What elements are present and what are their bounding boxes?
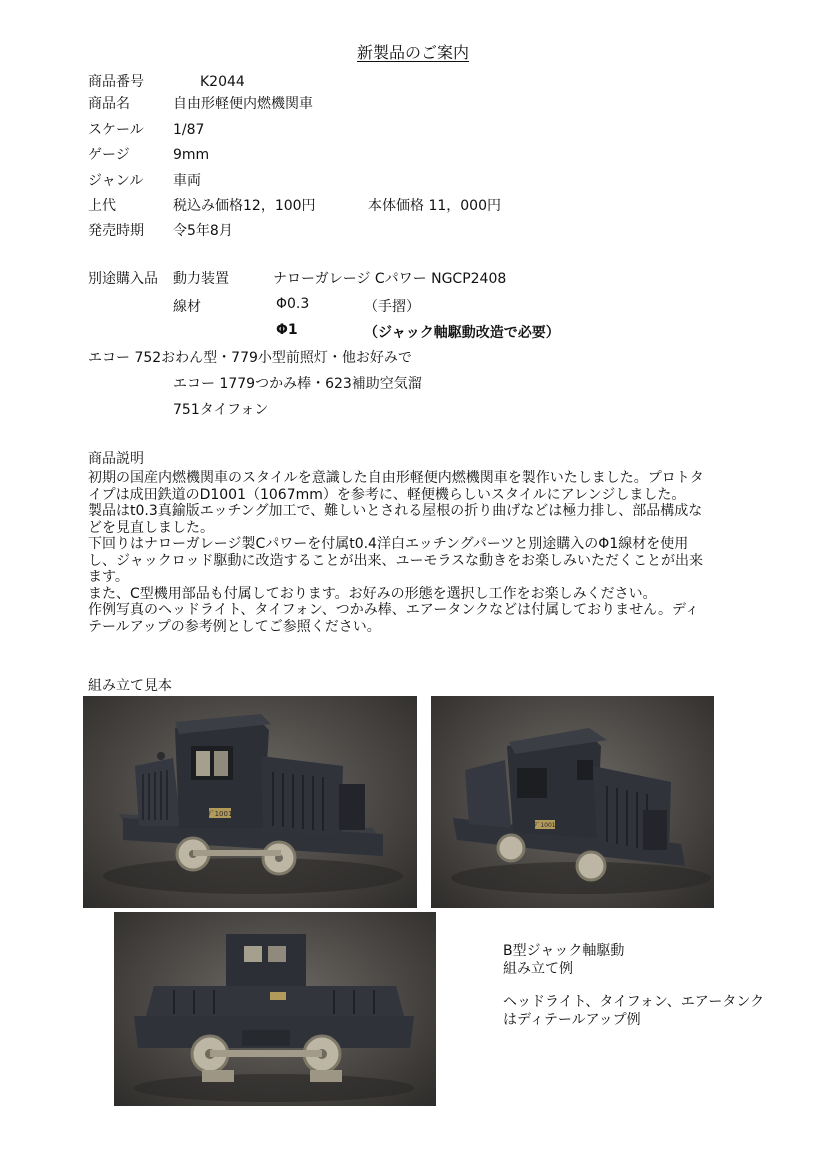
power-label: 動力装置 xyxy=(173,271,229,287)
spec-extra: 本体価格 11，000円 xyxy=(368,198,501,214)
assembly-heading: 組み立て見本 xyxy=(88,678,172,694)
wire2-size: Φ1 xyxy=(276,322,298,338)
spec-label: 商品番号 xyxy=(88,74,144,90)
locomotive-illustration-3 xyxy=(114,912,436,1106)
sample-photo-2 xyxy=(431,696,714,908)
spec-label: ジャンル xyxy=(88,173,144,189)
loco-plate-text-1: ﾃﾞ1001 xyxy=(207,810,233,818)
loco-plate-text-2: ﾃﾞ1001 xyxy=(534,822,556,829)
spec-label: ゲージ xyxy=(88,147,130,163)
assembly-caption-line-3: ヘッドライト、タイフォン、エアータンク xyxy=(503,994,765,1010)
wire1-note: （手摺） xyxy=(364,299,420,315)
spec-value: K2044 xyxy=(200,74,245,90)
sample-photo-3 xyxy=(114,912,436,1106)
description-paragraph: また、C型機用部品も付属しております。お好みの形態を選択し工作をお楽しみください。 xyxy=(88,585,657,602)
locomotive-illustration-1 xyxy=(83,696,417,908)
echo-line-2: エコー 1779つかみ棒・623補助空気溜 xyxy=(173,376,422,392)
echo-line-1: エコー 752おわん型・779小型前照灯・他お好みで xyxy=(88,350,412,366)
locomotive-illustration-2 xyxy=(431,696,714,908)
spec-label: スケール xyxy=(88,122,144,138)
purchase-label: 別途購入品 xyxy=(88,271,158,287)
wire1-size: Φ0.3 xyxy=(276,296,310,312)
description-paragraph: 作例写真のヘッドライト、タイフォン、つかみ棒、エアータンクなどは付属しておりません。ディテールアップの参考例としてご参照ください。 xyxy=(88,602,699,635)
description-paragraph: 初期の国産内燃機関車のスタイルを意識した自由形軽便内燃機関車を製作いたしました。プロトタイプは成田鉄道のD1001（1067mm）を参考に、軽便機らしいスタイルにアレンジしました。 xyxy=(88,470,704,503)
page-title: 新製品のご案内 xyxy=(356,43,469,62)
spec-value: 令5年8月 xyxy=(173,223,233,239)
power-value: ナローガレージ Cパワー NGCP2408 xyxy=(273,271,507,287)
assembly-caption-line-2: 組み立て例 xyxy=(503,961,573,977)
echo-line-3: 751タイフォン xyxy=(173,402,269,418)
spec-value: 税込み価格12，100円 xyxy=(173,198,316,214)
spec-label: 商品名 xyxy=(88,96,130,112)
wire-label: 線材 xyxy=(173,299,201,315)
spec-label: 上代 xyxy=(88,198,116,214)
assembly-caption-line-4: はディテールアップ例 xyxy=(503,1012,641,1028)
wire2-note: （ジャック軸駆動改造で必要） xyxy=(364,325,560,341)
description-paragraph: 製品はt0.3真鍮版エッチング加工で、難しいとされる屋根の折り曲げなどは極力排し、部品構成などを見直しました。 xyxy=(88,503,703,536)
description-paragraph: 下回りはナローガレージ製Cパワーを付属t0.4洋白エッチングパーツと別途購入のΦ1線材を使用し、ジャックロッド駆動に改造することが出来、ユーモラスな動きをお楽しみいただくことが出来ます。 xyxy=(88,536,704,585)
assembly-caption-line-1: B型ジャック軸駆動 xyxy=(503,943,625,959)
spec-value: 1/87 xyxy=(173,122,205,138)
spec-value: 自由形軽便内燃機関車 xyxy=(173,96,313,112)
sample-photo-1 xyxy=(83,696,417,908)
spec-label: 発売時期 xyxy=(88,223,144,239)
spec-value: 車両 xyxy=(173,173,201,189)
description-heading: 商品説明 xyxy=(88,451,144,467)
loco-plate-2 xyxy=(534,820,555,829)
description-body xyxy=(88,470,708,635)
loco-plate-1 xyxy=(208,808,233,818)
spec-value: 9mm xyxy=(173,147,210,163)
